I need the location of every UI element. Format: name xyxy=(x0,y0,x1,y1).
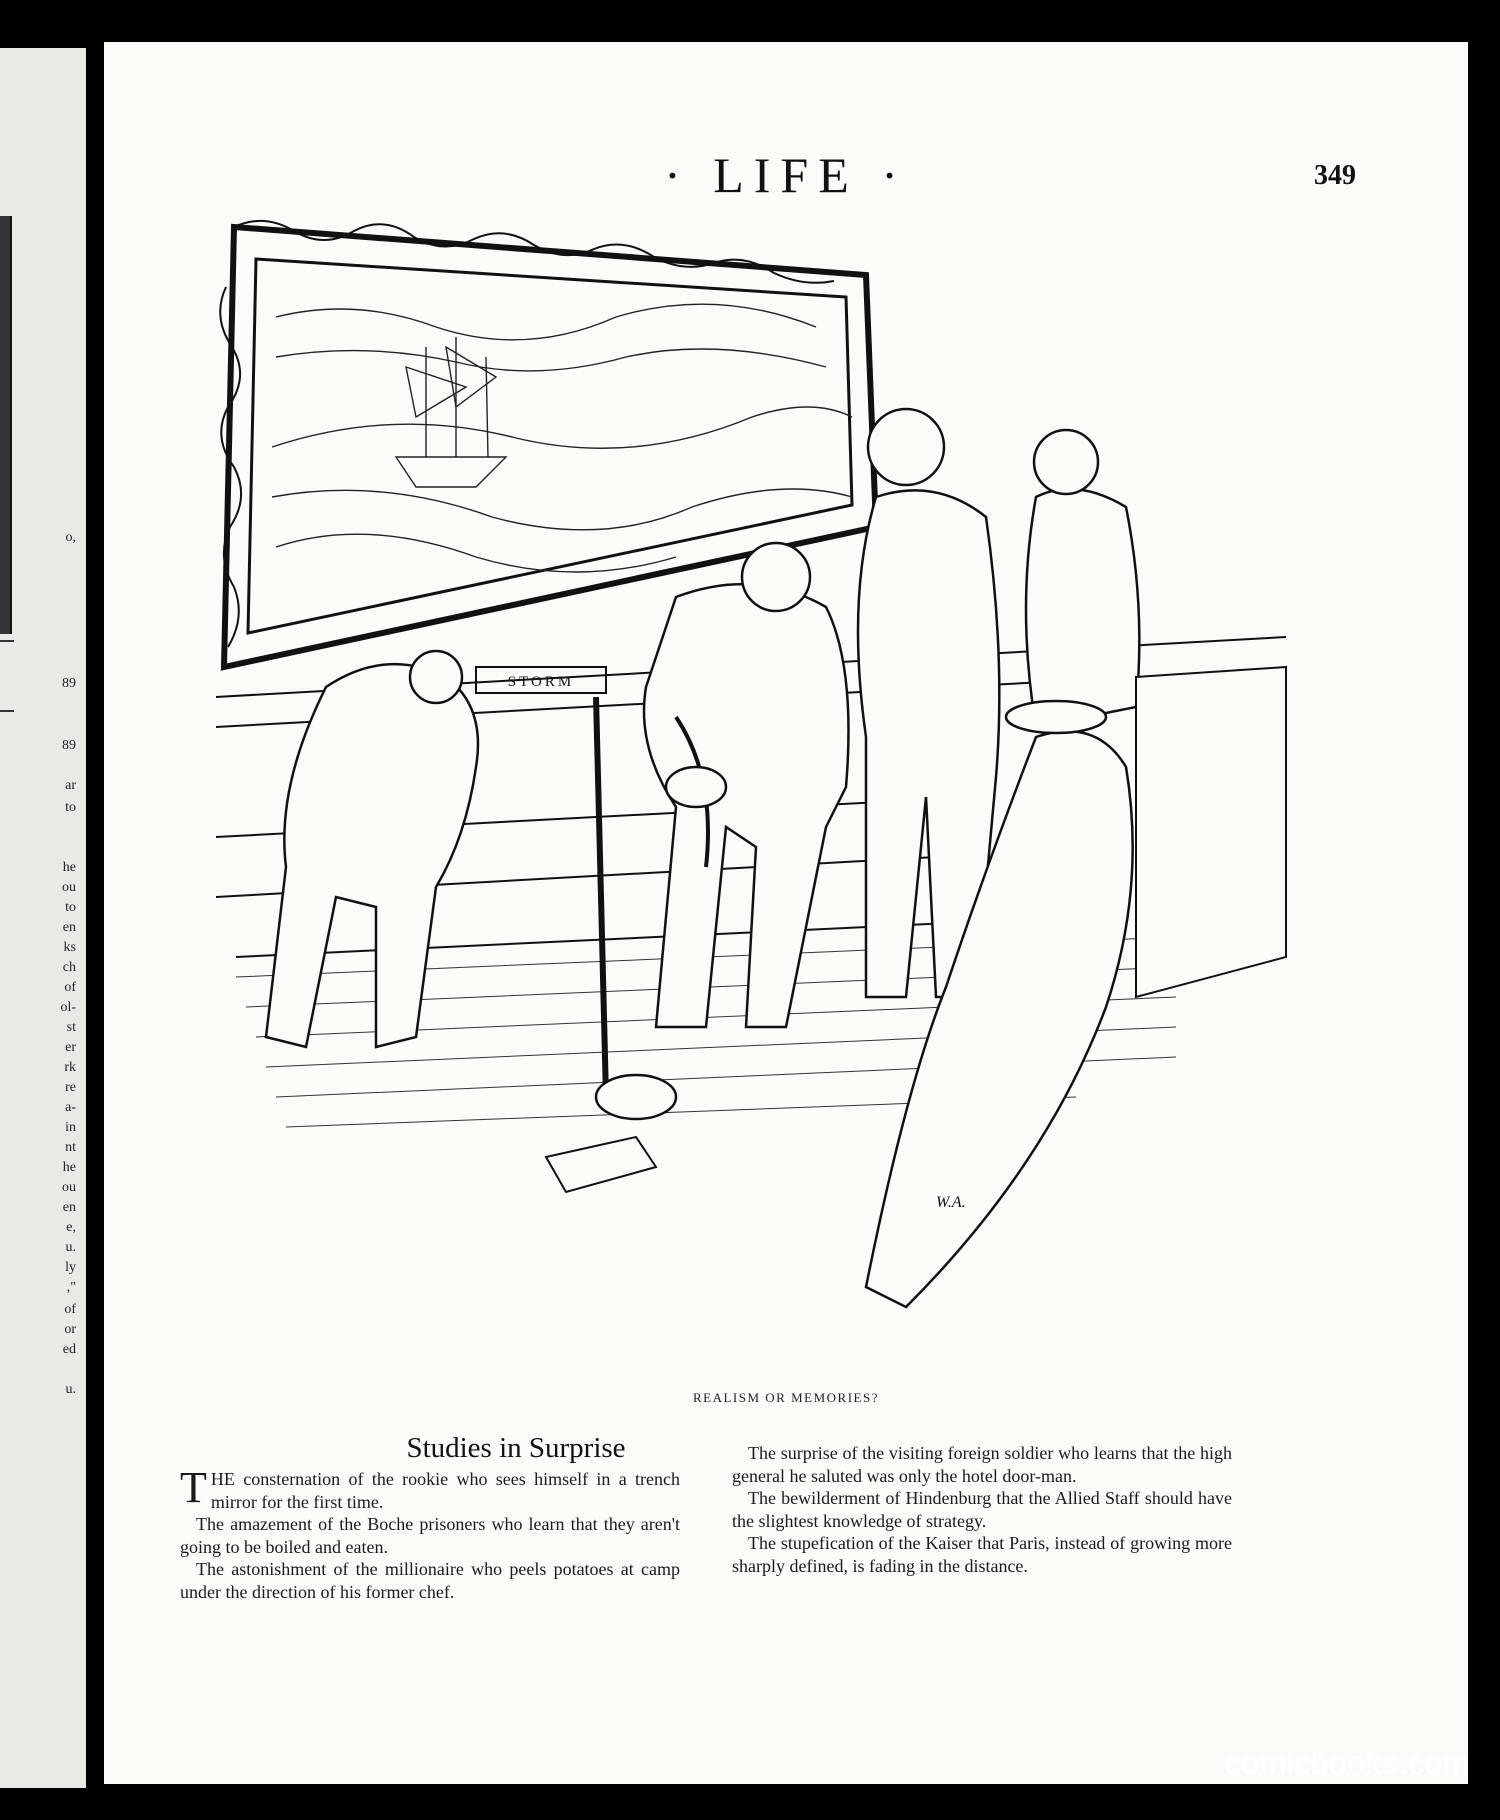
dropped-hat xyxy=(596,1075,676,1119)
paragraph: THE consternation of the rookie who sees himself in a trench mirror for the first time. xyxy=(180,1463,680,1512)
cartoon-illustration xyxy=(176,197,1356,1407)
magazine-page xyxy=(104,42,1468,1784)
gallery-bench xyxy=(1136,667,1286,997)
facing-page-edge: o, 89 89 ar to he ou to en ks ch of ol- st er rk re a- in nt he ou en e, u. ly ," of or ed u. xyxy=(0,48,86,1788)
falling-hat xyxy=(666,767,726,807)
site-watermark: comicbooks.com xyxy=(1224,1745,1470,1781)
paragraph: The amazement of the Boche prisoners who learn that they aren't going to be boiled and eaten. xyxy=(180,1514,680,1557)
paragraph: The astonishment of the millionaire who peels potatoes at camp under the direction of his former chef. xyxy=(180,1559,680,1602)
article-title: Studies in Surprise xyxy=(406,1432,626,1464)
article-column-left xyxy=(180,1463,680,1603)
facing-page-photo xyxy=(0,216,12,634)
illustration-caption: REALISM OR MEMORIES? xyxy=(692,1390,879,1405)
cane xyxy=(596,697,606,1097)
paragraph: The surprise of the visiting foreign soldier who learns that the high general he saluted was only the hotel door-man. xyxy=(732,1443,1232,1486)
frame-plaque-label: STORM xyxy=(507,674,575,690)
paragraph: The stupefication of the Kaiser that Paris, instead of growing more sharply defined, is fading in the distance. xyxy=(732,1533,1232,1576)
facing-page-rule xyxy=(0,710,14,712)
article-column-right xyxy=(732,1442,1232,1577)
facing-page-rule xyxy=(0,640,14,642)
figure-bent-soldier xyxy=(266,651,478,1047)
storm-painting xyxy=(272,304,852,572)
page-number: 349 xyxy=(1314,160,1356,191)
figure-background-man xyxy=(1026,430,1139,727)
running-head: · LIFE · xyxy=(664,147,908,203)
paragraph: The bewilderment of Hindenburg that the Allied Staff should have the slightest knowledge of strategy. xyxy=(732,1488,1232,1531)
catalogue-booklet xyxy=(546,1137,656,1192)
artist-signature: W.A. xyxy=(936,1194,966,1211)
